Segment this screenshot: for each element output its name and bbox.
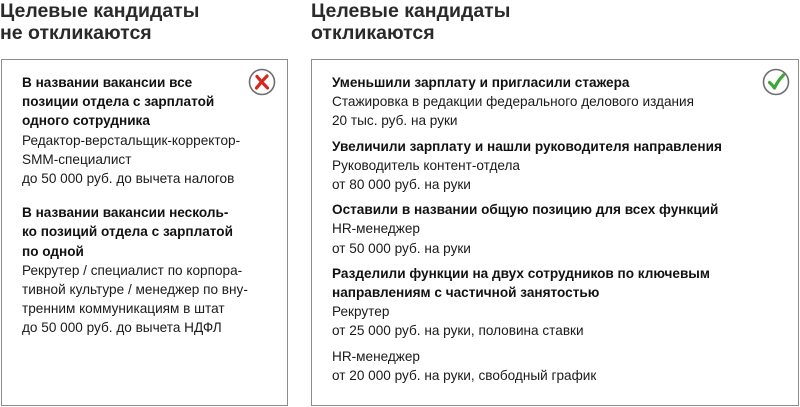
block-body bbox=[332, 302, 722, 340]
right-heading bbox=[311, 0, 510, 44]
negative-examples-box bbox=[1, 59, 288, 406]
right-block-4 bbox=[332, 264, 722, 341]
block-title-line: Оставили в названии общую позицию для всех функций bbox=[332, 202, 719, 218]
right-block-1 bbox=[332, 73, 722, 131]
block-body-line: HR-менеджер bbox=[332, 348, 420, 364]
right-block-5 bbox=[332, 347, 722, 385]
block-title bbox=[22, 73, 248, 131]
block-title-line: Увеличили зарплату и нашли руководителя направления bbox=[332, 138, 722, 154]
right-block-3 bbox=[332, 200, 722, 258]
block-body bbox=[332, 347, 722, 385]
left-heading-line-2: не откликаются bbox=[0, 22, 152, 44]
block-title bbox=[332, 73, 722, 92]
cross-icon bbox=[248, 68, 276, 96]
left-block-1 bbox=[22, 73, 248, 188]
block-body-line: от 80 000 руб. на руки bbox=[332, 177, 471, 193]
block-title bbox=[332, 200, 722, 219]
negative-examples-list bbox=[22, 73, 248, 353]
block-title-line: В названии вакансии все bbox=[22, 75, 193, 90]
positive-examples-box bbox=[311, 59, 799, 406]
block-body-line: тренним коммуникациям в штат bbox=[22, 301, 225, 317]
block-body-line: HR-менеджер bbox=[332, 221, 420, 237]
block-body bbox=[22, 131, 248, 189]
block-body-line: SMM-специалист bbox=[22, 151, 132, 167]
block-body-line: Стажировка в редакции федерального делового издания bbox=[332, 94, 694, 110]
block-title-line: ко позиций отдела с зарплатой bbox=[22, 224, 233, 240]
block-body-line: от 25 000 руб. на руки, половина ставки bbox=[332, 323, 584, 339]
block-body-line: Рекрутер / специалист по корпора- bbox=[22, 262, 243, 278]
block-body-line: от 20 000 руб. на руки, свободный график bbox=[332, 367, 597, 383]
block-body-line: тивной культуре / менеджер по вну- bbox=[22, 282, 248, 298]
block-title-line: В названии вакансии несколь- bbox=[22, 205, 229, 221]
block-title bbox=[22, 203, 248, 261]
block-body-line: от 50 000 руб. на руки bbox=[332, 240, 471, 256]
block-title-line: направлениям с частичной занятостью bbox=[332, 285, 600, 301]
left-block-2 bbox=[22, 203, 248, 337]
block-title-line: позиции отдела с зарплатой bbox=[22, 94, 215, 110]
block-body-line: Редактор-верстальщик-корректор- bbox=[22, 132, 241, 148]
check-icon bbox=[762, 68, 790, 96]
positive-examples-list bbox=[332, 73, 722, 391]
block-title-line: Разделили функции на двух сотрудников по ключевым bbox=[332, 265, 710, 281]
block-body bbox=[22, 261, 248, 338]
right-heading-line-2: откликаются bbox=[311, 22, 435, 44]
block-body bbox=[332, 219, 722, 257]
block-body-line: 20 тыс. руб. на руки bbox=[332, 113, 458, 129]
left-heading-line-1: Целевые кандидаты bbox=[0, 0, 200, 22]
block-body-line: Руководитель контент-отдела bbox=[332, 157, 520, 173]
left-heading bbox=[0, 0, 199, 44]
block-title-line: по одной bbox=[22, 243, 84, 259]
block-title-line: Уменьшили зарплату и пригласили стажера bbox=[332, 75, 630, 90]
right-block-2 bbox=[332, 137, 722, 195]
block-body bbox=[332, 92, 722, 130]
block-title-line: одного сотрудника bbox=[22, 113, 150, 129]
right-heading-line-1: Целевые кандидаты bbox=[311, 0, 511, 22]
block-body bbox=[332, 156, 722, 194]
block-title bbox=[332, 137, 722, 156]
block-body-line: Рекрутер bbox=[332, 304, 390, 320]
block-title bbox=[332, 264, 722, 302]
block-body-line: до 50 000 руб. до вычета НДФЛ bbox=[22, 320, 222, 336]
block-body-line: до 50 000 руб. до вычета налогов bbox=[22, 171, 235, 187]
